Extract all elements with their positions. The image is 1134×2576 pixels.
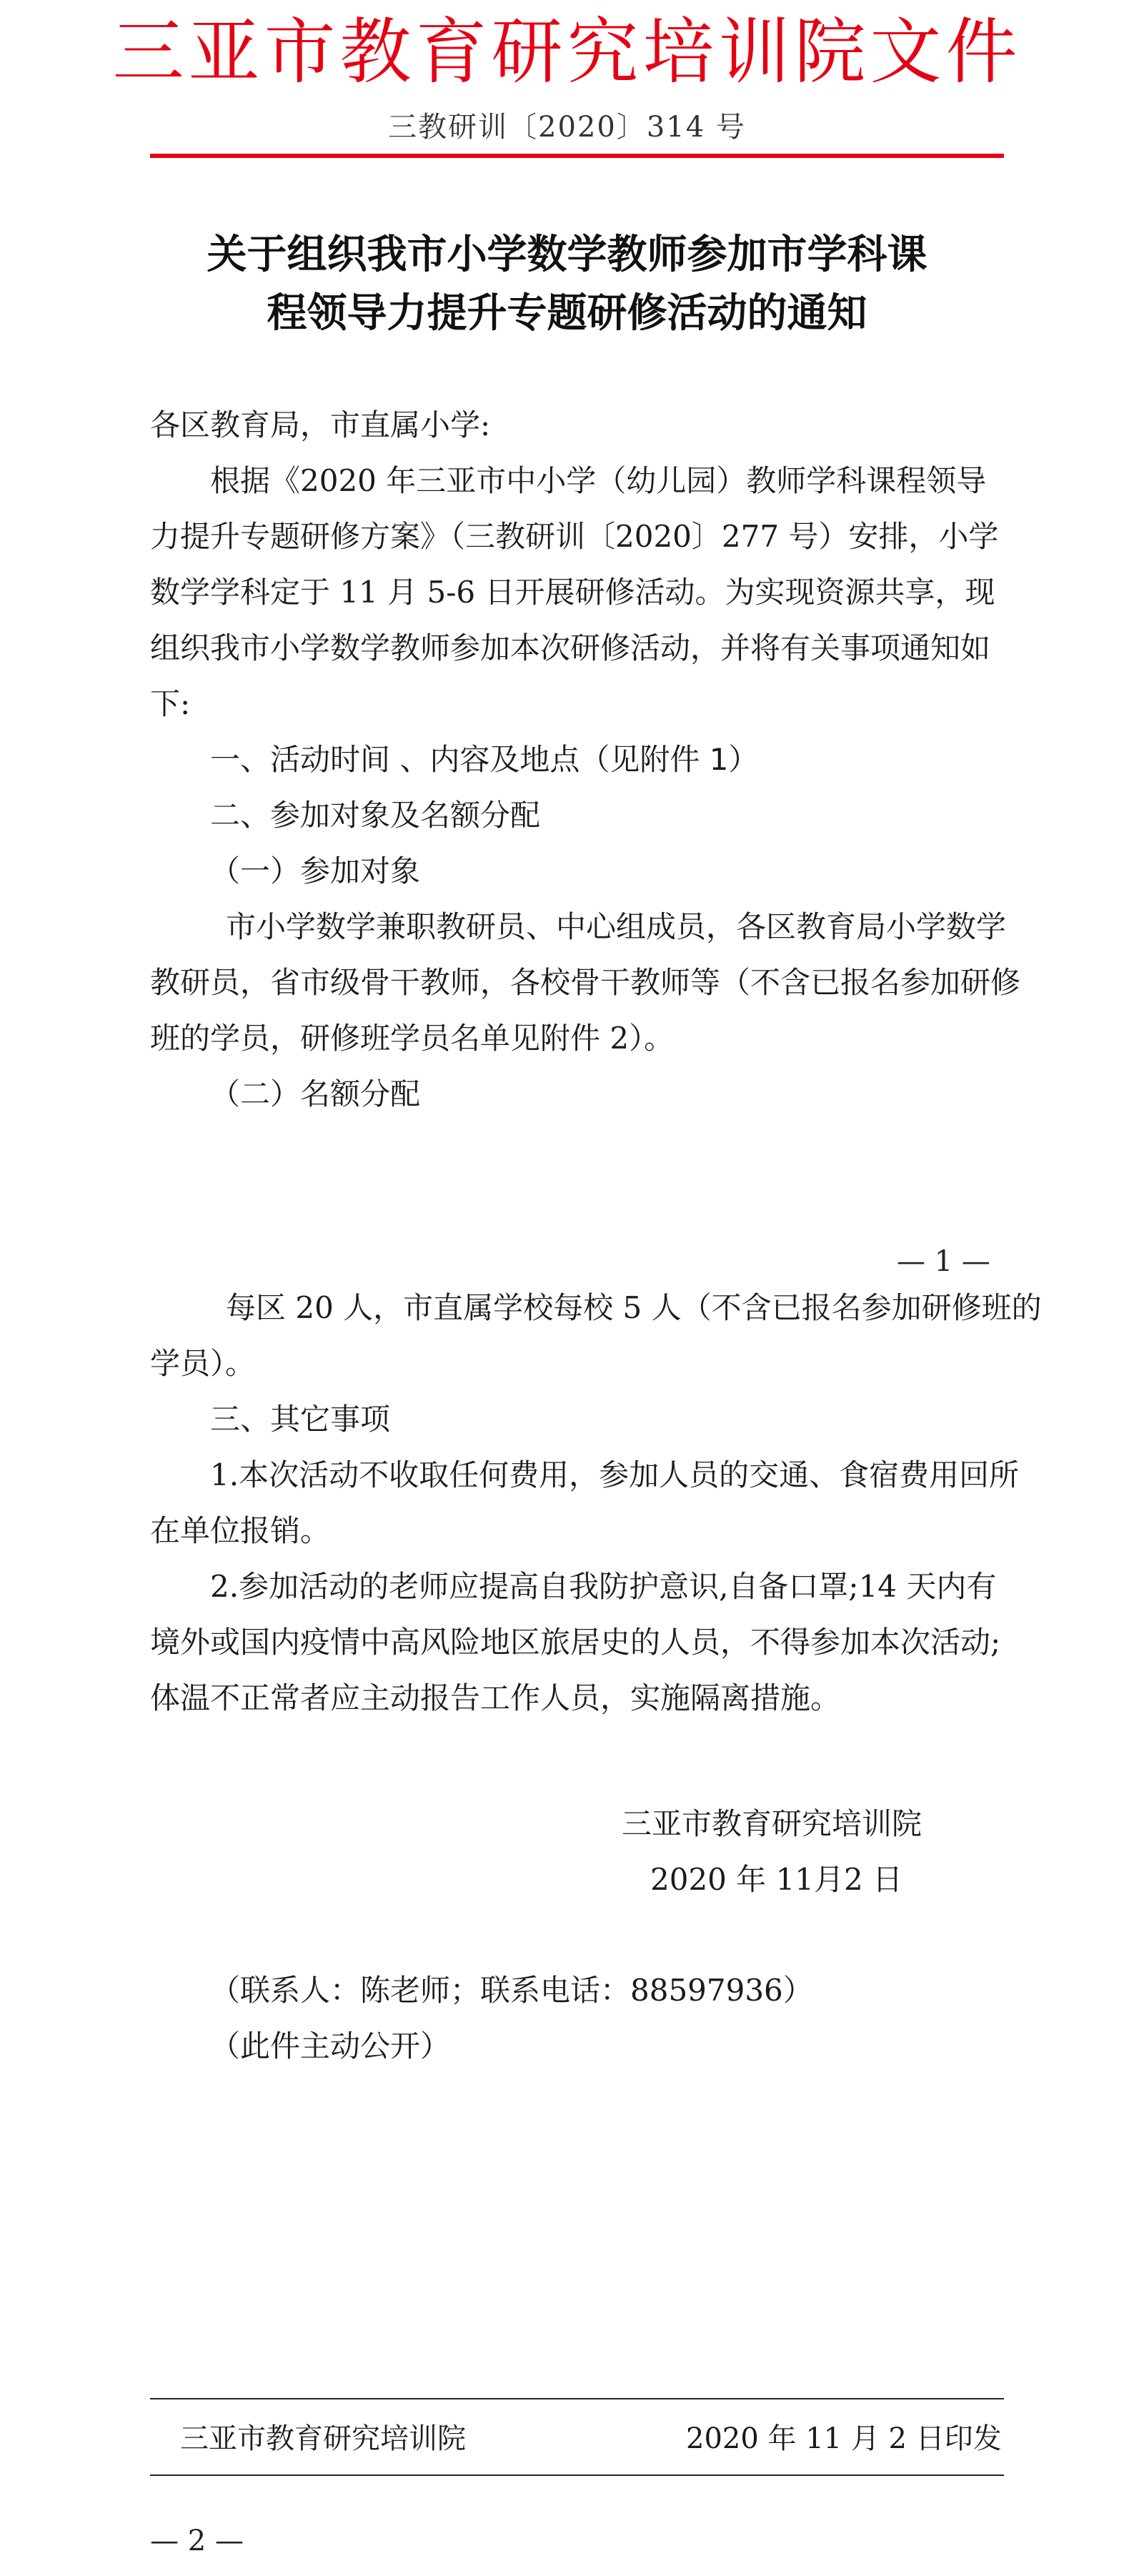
document-header-title: 三亚市教育研究培训院文件 [112,10,1022,94]
footer-print-date: 2020 年 11 月 2 日印发 [686,2422,1002,2455]
participants-line-1: 市小学数学兼职教研员、中心组成员，各区教育局小学数学 [226,909,1007,944]
footer-org: 三亚市教育研究培训院 [180,2422,466,2455]
footer-bottom-rule [150,2475,1004,2476]
intro-line-2: 力提升专题研修方案》（三教研训〔2020〕277 号）安排，小学 [150,519,999,554]
document-number: 三教研训〔2020〕314 号 [388,111,746,144]
salutation: 各区教育局，市直属小学: [150,407,491,442]
item1-line-2: 在单位报销。 [150,1513,331,1548]
page-number-1: — 1 — [897,1245,990,1278]
subsection-heading-1: （一）参加对象 [210,853,421,888]
item1-line-1: 1.本次活动不收取任何费用，参加人员的交通、食宿费用回所 [210,1457,1020,1492]
intro-line-1: 根据《2020 年三亚市中小学（幼儿园）教师学科课程领导 [210,463,987,498]
section-heading-2: 二、参加对象及名额分配 [210,798,541,833]
signature-org: 三亚市教育研究培训院 [622,1806,922,1841]
notice-title-line-1: 关于组织我市小学数学教师参加市学科课 [207,231,927,278]
footer-top-rule [150,2398,1004,2399]
notice-title-line-2: 程领导力提升专题研修活动的通知 [267,289,867,337]
intro-line-5: 下: [150,686,191,721]
intro-line-3: 数学学科定于 11 月 5-6 日开展研修活动。为实现资源共享，现 [150,575,995,610]
item2-line-1: 2.参加活动的老师应提高自我防护意识,自备口罩;14 天内有 [210,1569,997,1604]
quota-line-1: 每区 20 人，市直属学校每校 5 人（不含已报名参加研修班的 [226,1290,1042,1325]
quota-line-2: 学员）。 [150,1346,256,1381]
participants-line-2: 教研员，省市级骨干教师，各校骨干教师等（不含已报名参加研修 [150,965,1021,1000]
item2-line-3: 体温不正常者应主动报告工作人员，实施隔离措施。 [150,1680,841,1715]
signature-date: 2020 年 11月2 日 [650,1862,903,1897]
disclosure-note: （此件主动公开） [210,2028,451,2064]
intro-line-4: 组织我市小学数学教师参加本次研修活动，并将有关事项通知如 [150,630,991,665]
red-header-rule [150,154,1004,158]
page-number-2: — 2 — [150,2525,244,2557]
subsection-heading-2: （二）名额分配 [210,1076,421,1111]
item2-line-2: 境外或国内疫情中高风险地区旅居史的人员，不得参加本次活动; [150,1625,1001,1660]
section-heading-3: 三、其它事项 [210,1402,391,1437]
section-heading-1: 一、活动时间 、内容及地点（见附件 1） [210,742,759,777]
contact-info: （联系人：陈老师；联系电话：88597936） [210,1973,813,2008]
participants-line-3: 班的学员，研修班学员名单见附件 2）。 [150,1021,675,1056]
